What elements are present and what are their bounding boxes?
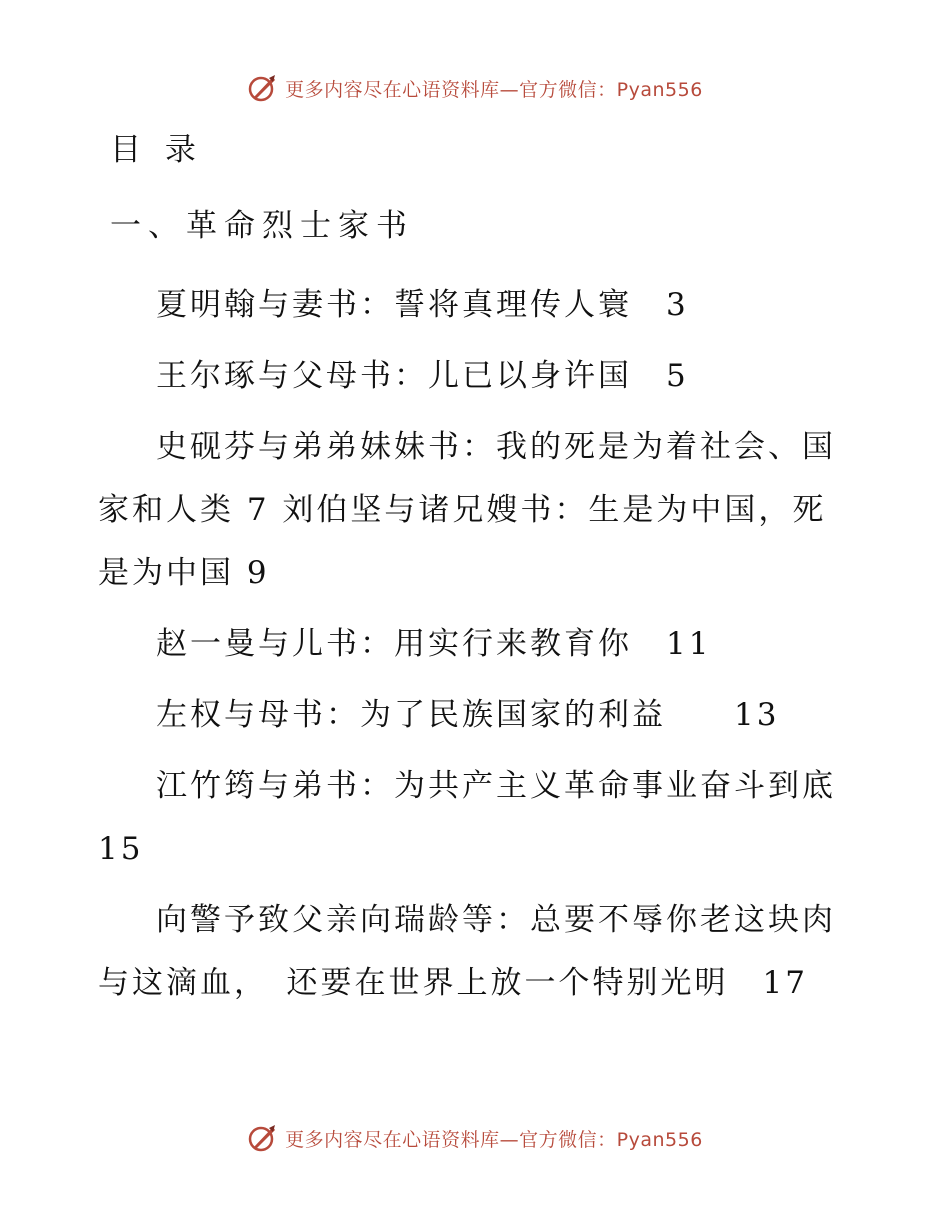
toc-entry: 江竹筠与弟书：为共产主义革命事业奋斗到底 15 bbox=[98, 768, 870, 867]
toc-title: 目 录 bbox=[110, 132, 203, 168]
watermark-separator: — bbox=[499, 1128, 520, 1151]
quill-logo-icon bbox=[247, 1122, 279, 1154]
watermark-separator: — bbox=[499, 78, 520, 101]
watermark-site: 更多内容尽在心语资料库 bbox=[285, 1128, 500, 1151]
watermark-text bbox=[285, 1125, 703, 1152]
toc-entry: 王尔琢与父母书：儿已以身许国 5 bbox=[156, 358, 689, 394]
watermark-text bbox=[285, 75, 703, 102]
toc-entry: 史砚芬与弟弟妹妹书：我的死是为着社会、国家和人类 7 刘伯坚与诸兄嫂书：生是为中国，死是为中国 9 bbox=[98, 429, 836, 591]
toc-entry: 左权与母书：为了民族国家的利益 13 bbox=[156, 697, 780, 733]
watermark-contact: 官方微信：Pyan556 bbox=[519, 78, 703, 101]
quill-logo-icon bbox=[247, 72, 279, 104]
watermark-site: 更多内容尽在心语资料库 bbox=[285, 78, 500, 101]
watermark-contact: 官方微信：Pyan556 bbox=[519, 1128, 703, 1151]
section-heading: 一、革命烈士家书 bbox=[110, 208, 414, 244]
toc-entry: 向警予致父亲向瑞龄等：总要不辱你老这块肉与这滴血， 还要在世界上放一个特别光明 17 bbox=[98, 902, 836, 1001]
document-body bbox=[98, 120, 870, 1015]
toc-entry: 夏明翰与妻书：誓将真理传人寰 3 bbox=[156, 287, 689, 323]
toc-entry: 赵一曼与儿书：用实行来教育你 11 bbox=[156, 626, 712, 662]
header-watermark-banner bbox=[0, 72, 950, 104]
footer-watermark-banner bbox=[0, 1122, 950, 1154]
